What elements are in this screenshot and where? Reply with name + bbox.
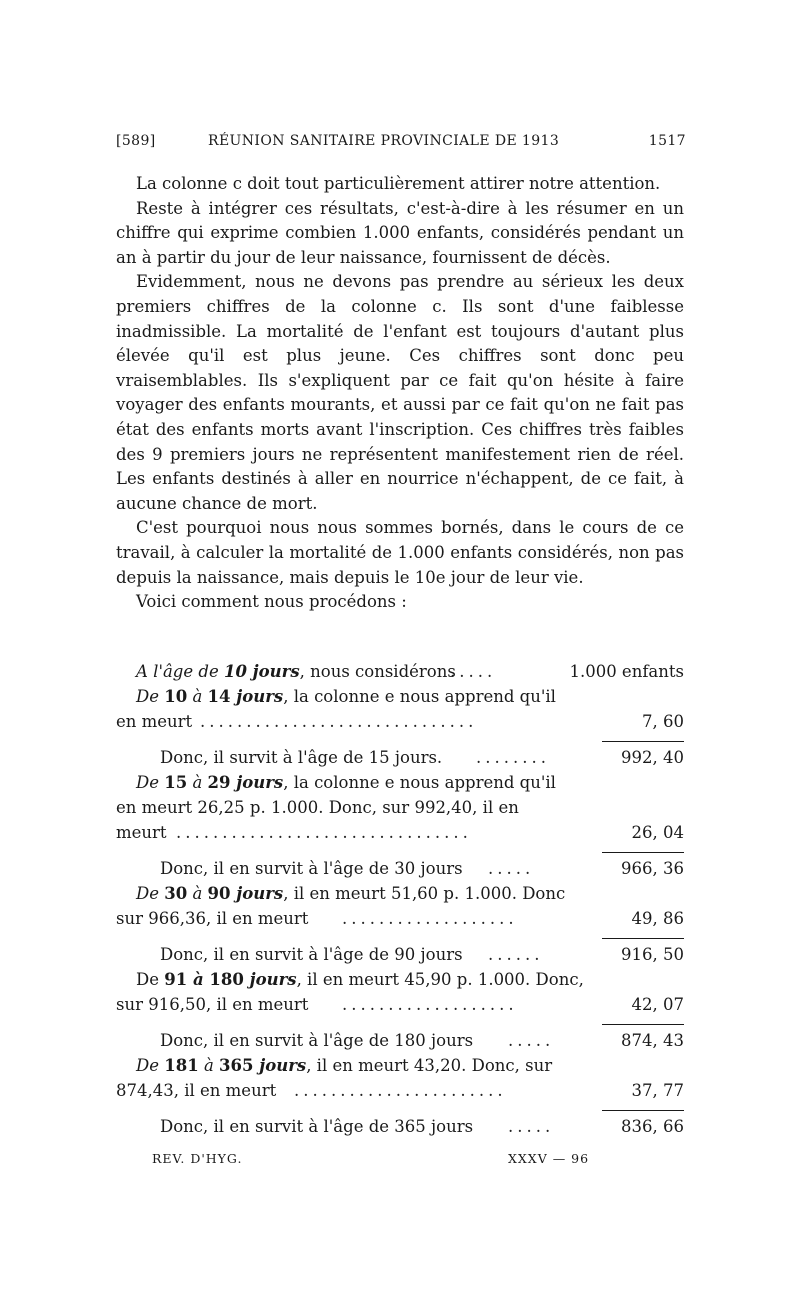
calc-text: De xyxy=(136,884,165,903)
calc-text: à xyxy=(187,884,208,903)
calc-value: 26, 04 xyxy=(631,823,684,842)
calc-value: 916, 50 xyxy=(621,945,684,964)
sum-rule xyxy=(602,852,684,853)
leader-dots: ....................... xyxy=(294,1081,507,1100)
calc-bold: jours xyxy=(230,884,284,903)
calc-text: sur 916,50, il en meurt xyxy=(116,995,309,1014)
sum-rule xyxy=(602,1110,684,1111)
paragraph: Voici comment nous procédons : xyxy=(136,592,407,612)
leader-dots: ..... xyxy=(508,1031,555,1050)
calc-value: 1.000 enfants xyxy=(569,662,684,681)
page-number: 1517 xyxy=(648,133,686,149)
leader-dots: .............................. xyxy=(200,712,478,731)
calc-text: , la colonne e nous apprend qu'il xyxy=(283,687,556,706)
calc-row-survivors xyxy=(116,859,684,883)
calc-bold: 14 xyxy=(207,687,231,706)
paragraph: Evidemment, nous ne devons pas prendre au sérieux les deux premiers chiffres de la colonne c. Ils sont d'une faiblesse inadmissible. La mortalité de l'enfant est toujours d'autant plus élevée qu'il est plus jeune. Ces chiffres sont donc peu vraisemblables. Ils s'expliquent par ce fait qu'on hésite à faire voyager des enfants mourants, et aussi par ce fait qu'on ne fait pas état des enfants morts avant l'inscription. Ces chiffres très faibles des 9 premiers jours ne représentent manifestement rien de réel. Les enfants destinés à aller en nourrice n'échappent, de ce fait, à aucune chance de mort. xyxy=(116,272,684,513)
sum-rule xyxy=(602,741,684,742)
calc-bold: 180 xyxy=(209,970,244,989)
calc-text: , il en meurt 45,90 p. 1.000. Donc, xyxy=(296,970,584,989)
calc-bold: jours xyxy=(243,970,297,989)
calc-row xyxy=(116,995,684,1019)
volume-signature: XXXV — 96 xyxy=(508,1151,590,1166)
calc-row xyxy=(116,884,684,908)
journal-abbreviation: REV. D'HYG. xyxy=(152,1151,243,1166)
calc-bold: 15 xyxy=(164,773,188,792)
calc-text: Donc, il survit à l'âge de 15 jours. xyxy=(160,748,443,767)
calc-row xyxy=(116,773,684,797)
calc-value: 49, 86 xyxy=(631,909,684,928)
calc-text: De xyxy=(136,1056,165,1075)
calc-row-survivors xyxy=(116,1031,684,1055)
paragraph: Reste à intégrer ces résultats, c'est-à-dire à les résumer en un chiffre qui exprime combien 1.000 enfants, considérés pendant un an à partir du jour de leur naissance, fournissent de décès. xyxy=(116,198,684,267)
leader-dots: ................... xyxy=(342,995,518,1014)
leader-dots: ................................ xyxy=(176,823,472,842)
calc-row-start xyxy=(116,662,684,686)
calc-text: Donc, il en survit à l'âge de 30 jours xyxy=(160,859,463,878)
calc-text: à xyxy=(187,773,208,792)
calc-bold: 10 jours xyxy=(223,662,300,681)
calc-row xyxy=(116,712,684,736)
calc-text: sur 966,36, il en meurt xyxy=(116,909,309,928)
page-reference: [589] xyxy=(116,133,156,149)
calc-text: , nous considérons xyxy=(299,662,456,681)
leader-dots: ........ xyxy=(476,748,550,767)
sum-rule xyxy=(602,938,684,939)
calc-text: , la colonne e nous apprend qu'il xyxy=(283,773,556,792)
calc-text: , il en meurt 51,60 p. 1.000. Donc xyxy=(283,884,566,903)
paragraph: La colonne c doit tout particulièrement attirer notre attention. xyxy=(136,174,661,193)
running-header xyxy=(116,133,686,155)
body-text xyxy=(116,172,684,615)
sum-rule xyxy=(602,1024,684,1025)
calc-value: 7, 60 xyxy=(642,712,684,731)
leader-dots: ................... xyxy=(342,909,518,928)
calc-text: De xyxy=(136,773,165,792)
calc-text: Donc, il en survit à l'âge de 365 jours xyxy=(160,1117,474,1136)
calc-row xyxy=(116,909,684,933)
calc-bold: 90 xyxy=(207,884,231,903)
calc-value: 42, 07 xyxy=(631,995,684,1014)
leader-dots: ...... xyxy=(488,945,544,964)
leader-dots: ..... xyxy=(508,1117,555,1136)
calc-text: en meurt 26,25 p. 1.000. Donc, sur 992,40, il en xyxy=(116,798,519,817)
calc-text: A l'âge de xyxy=(136,662,224,681)
leader-dots: ..... xyxy=(450,662,497,681)
paragraph: C'est pourquoi nous nous sommes bornés, dans le cours de ce travail, à calculer la mortalité de 1.000 enfants considérés, non pas depuis la naissance, mais depuis le 10e jour de leur vie. xyxy=(116,518,684,587)
calc-value: 37, 77 xyxy=(631,1081,684,1100)
calc-bold: 29 xyxy=(207,773,231,792)
header-title: RÉUNION SANITAIRE PROVINCIALE DE 1913 xyxy=(208,133,560,149)
calc-row xyxy=(116,1056,684,1080)
calc-bold: 365 xyxy=(219,1056,254,1075)
leader-dots: ..... xyxy=(488,859,535,878)
calc-text: meurt xyxy=(116,823,167,842)
calc-bold: 91 xyxy=(164,970,188,989)
calc-row xyxy=(116,970,684,994)
calc-text: à xyxy=(198,1056,220,1075)
calc-row-survivors xyxy=(116,748,684,772)
calc-text: en meurt xyxy=(116,712,193,731)
calc-text: Donc, il en survit à l'âge de 180 jours xyxy=(160,1031,474,1050)
calc-row-survivors xyxy=(116,1117,684,1141)
calc-text: Donc, il en survit à l'âge de 90 jours xyxy=(160,945,463,964)
calc-value: 966, 36 xyxy=(621,859,684,878)
calc-text: à xyxy=(187,687,208,706)
calc-bold: 10 xyxy=(164,687,188,706)
calc-text: De xyxy=(136,687,165,706)
calc-value: 874, 43 xyxy=(621,1031,684,1050)
calc-text: , il en meurt 43,20. Donc, sur xyxy=(306,1056,553,1075)
calc-row xyxy=(116,798,684,822)
calc-value: 836, 66 xyxy=(621,1117,684,1136)
calc-row-survivors xyxy=(116,945,684,969)
calc-row xyxy=(116,1081,684,1105)
calc-row xyxy=(116,823,684,847)
calc-bold: jours xyxy=(253,1056,307,1075)
calc-value: 992, 40 xyxy=(621,748,684,767)
calc-bold: jours xyxy=(230,687,284,706)
calc-bold: à xyxy=(187,970,210,989)
calc-row xyxy=(116,687,684,711)
calc-bold: jours xyxy=(230,773,284,792)
calc-text: 874,43, il en meurt xyxy=(116,1081,277,1100)
calc-text: De xyxy=(136,970,165,989)
calc-bold: 30 xyxy=(164,884,188,903)
calc-bold: 181 xyxy=(164,1056,199,1075)
